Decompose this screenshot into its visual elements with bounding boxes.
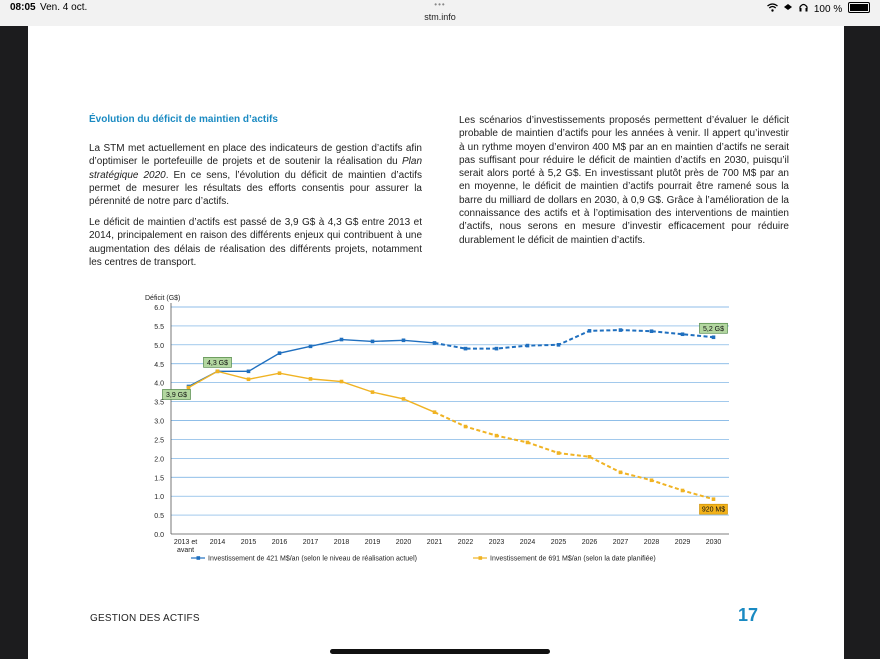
series-2-point [433, 410, 437, 414]
battery-percent: 100 % [813, 4, 843, 15]
page-number: 17 [738, 605, 759, 625]
x-tick-label: 2017 [302, 539, 319, 546]
status-time: 08:05 [10, 2, 36, 13]
paragraph-2: Le déficit de maintien d’actifs est passé de 3,9 G$ à 4,3 G$ entre 2013 et 2014, principalement en raison des différents enjeux qui contribuent à une augmentation des délais de réalisation des différents projets, notamment les centres de transport. [89, 217, 422, 268]
series-2-point [681, 489, 685, 493]
x-tick-label: 2020 [395, 539, 412, 546]
section-heading: Évolution du déficit de maintien d’actifs [89, 114, 278, 125]
series-2-point [557, 451, 561, 455]
status-bar [0, 0, 880, 26]
series-1-point [433, 341, 437, 345]
series-1-point [340, 338, 344, 342]
status-date: Ven. 4 oct. [40, 2, 88, 13]
x-tick-label: 2015 [240, 539, 257, 546]
series-2-point [526, 441, 530, 445]
wifi-icon [767, 4, 781, 15]
legend-swatch-marker [479, 556, 483, 560]
x-tick-label: 2024 [519, 539, 536, 546]
series-2-point [187, 386, 191, 390]
y-tick-label: 0.5 [154, 513, 164, 521]
series-2-point [371, 390, 375, 394]
data-label: 4,3 G$ [206, 359, 229, 367]
series-1-point [309, 345, 313, 349]
y-tick-label: 2.0 [154, 456, 164, 464]
x-tick-label: 2021 [426, 539, 443, 546]
data-label: 5,2 G$ [702, 325, 725, 333]
series-2-point [712, 497, 716, 501]
series-2-point [247, 377, 251, 381]
x-tick-label: 2028 [643, 539, 660, 546]
battery-icon [848, 2, 870, 13]
series-2-point [588, 455, 592, 459]
headphones-icon [799, 4, 811, 15]
x-tick-label: 2019 [364, 539, 381, 546]
x-tick-label: 2018 [333, 539, 350, 546]
y-tick-label: 4.5 [154, 361, 164, 369]
plan-title: Plan stratégique 2020 [89, 156, 422, 181]
series-1-point [464, 347, 468, 351]
legend-label: Investissement de 421 M$/an (selon le niveau de réalisation actuel) [208, 555, 417, 563]
deficit-chart [28, 26, 844, 659]
y-tick-label: 3.0 [154, 418, 164, 426]
multitasking-dots-icon[interactable]: ••• [434, 0, 446, 9]
series-2-point [464, 425, 468, 429]
series-1-point [712, 335, 716, 339]
x-tick-label: 2026 [581, 539, 598, 546]
series-1-point [247, 370, 251, 374]
status-indicators [764, 2, 870, 15]
y-tick-label: 3.5 [154, 399, 164, 407]
x-tick-label: 2030 [705, 539, 722, 546]
series-2-point [278, 371, 282, 375]
series-2-point [340, 380, 344, 384]
paragraph-1-text-b: . En ce sens, l’évolution du déficit de maintien d’actifs permet de mesurer les résultats des efforts consentis pour assurer la pérennité de notre parc d’actifs. [89, 169, 422, 208]
y-axis-label: Déficit (G$) [145, 295, 181, 302]
y-tick-label: 0.0 [154, 532, 164, 539]
series-2-point [402, 397, 406, 401]
y-tick-label: 6.0 [154, 305, 164, 312]
series-2-point [495, 434, 499, 438]
legend-label: Investissement de 691 M$/an (selon la date planifiée) [490, 555, 656, 563]
series-1-point [650, 329, 654, 333]
series-1-point [588, 329, 592, 333]
x-tick-label: 2027 [612, 539, 629, 546]
series-1-point [402, 338, 406, 342]
series-1-point [557, 343, 561, 347]
series-2-point [619, 471, 623, 475]
legend-swatch-marker [197, 556, 201, 560]
address-bar-url[interactable]: stm.info [424, 12, 456, 22]
series-1-point [619, 328, 623, 332]
y-tick-label: 1.0 [154, 494, 164, 502]
home-indicator[interactable] [330, 649, 550, 654]
y-tick-label: 1.5 [154, 475, 164, 483]
series-1-point [495, 347, 499, 351]
x-tick-label: 2014 [209, 539, 226, 546]
paragraph-1-text-a: La STM met actuellement en place des indicateurs de gestion d’actifs afin d’optimiser le portefeuille de projets et de soutenir la réalisation du [89, 143, 422, 168]
series-1-point [278, 351, 282, 355]
y-tick-label: 4.0 [154, 380, 164, 388]
data-label: 3,9 G$ [165, 391, 188, 399]
series-1-point [526, 344, 530, 348]
paragraph-3: Les scénarios d’investissements proposés permettent d’évaluer le déficit probable de maintien d’actifs pour les années à venir. Il appert qu’investir à un rythme moyen d’environ 400 M$ par an en maintien d’actifs ne serait pas suffisant pour réduire le déficit de maintien d’actifs en 2030, puisqu’il serait alors porté à 5,2 G$. En investissant plutôt près de 700 M$ par an en moyenne, le déficit de maintien d’actifs pourrait être ramené sous la barre du milliard de dollars en 2030, à 0,9 G$. Grâce à l’amélioration de la connaissance des actifs et à l’optimisation des interventions de maintien d’actifs, nous serons en mesure d’investir efficacement pour réduire durablement le déficit de maintien d’actifs. [459, 115, 789, 246]
x-tick-label: 2016 [271, 539, 288, 546]
y-tick-label: 2.5 [154, 437, 164, 445]
x-tick-label: 2013 et avant [173, 539, 198, 554]
x-tick-label: 2023 [488, 539, 505, 546]
series-2-point [650, 478, 654, 482]
series-1-point [681, 332, 685, 336]
x-tick-label: 2029 [674, 539, 691, 546]
y-tick-label: 5.5 [154, 323, 164, 331]
vpn-icon [783, 4, 796, 15]
x-tick-label: 2022 [457, 539, 474, 546]
document-page [28, 26, 844, 659]
y-tick-label: 5.0 [154, 342, 164, 350]
series-1-point [371, 340, 375, 344]
series-2-point [309, 377, 313, 381]
footer-section-title: GESTION DES ACTIFS [90, 613, 200, 624]
x-tick-label: 2025 [550, 539, 567, 546]
data-label: 920 M$ [701, 506, 726, 514]
series-2-point [216, 370, 220, 374]
